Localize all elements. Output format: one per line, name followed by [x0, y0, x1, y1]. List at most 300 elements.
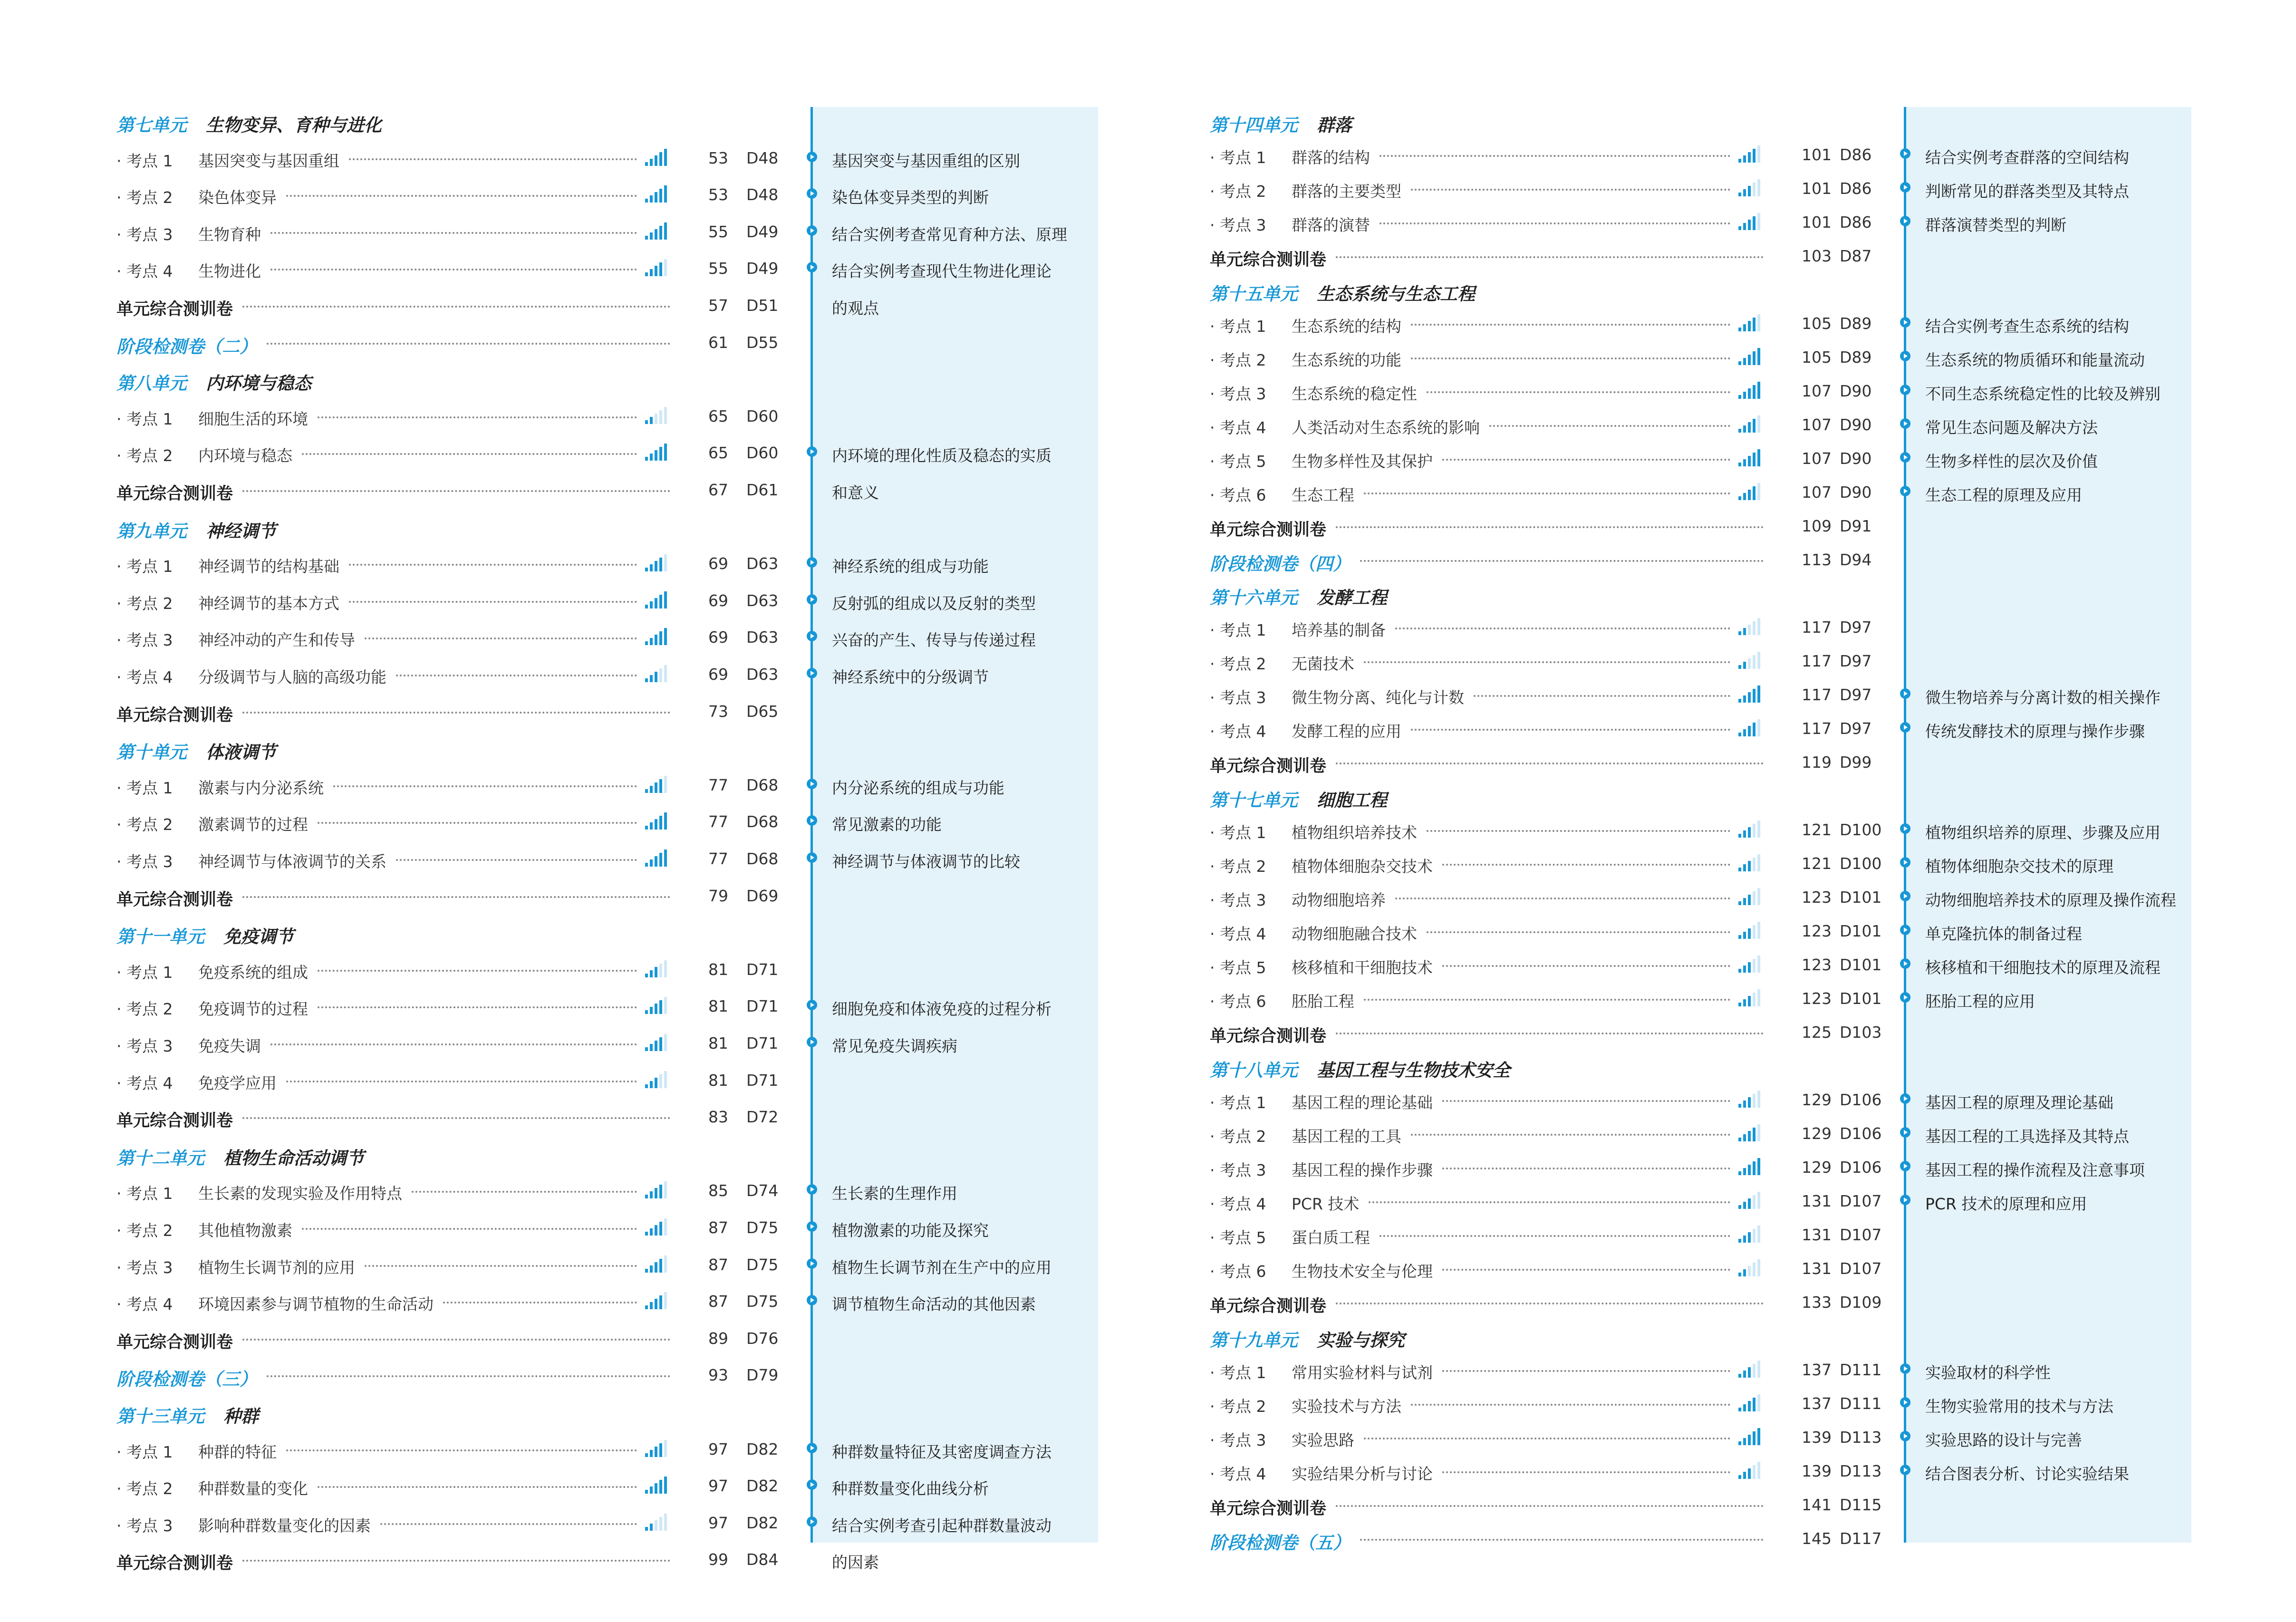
toc-entry[interactable] [116, 402, 810, 431]
difficulty-bar [1748, 625, 1751, 635]
toc-entry[interactable] [116, 218, 1067, 246]
study-note: 结合实例考查生态系统的结构 [1925, 317, 2129, 336]
difficulty-bar [1743, 493, 1746, 500]
answer-page: D101 [1840, 888, 1882, 907]
difficulty-bar [1748, 422, 1751, 433]
difficulty-bar [650, 1450, 653, 1457]
toc-entry[interactable] [1210, 1390, 2113, 1418]
toc-entry[interactable] [1210, 1120, 2129, 1148]
study-note: 实验取材的科学性 [1925, 1363, 2051, 1382]
kaodian-number: · 考点 3 [1210, 216, 1266, 234]
toc-entry[interactable] [116, 1177, 957, 1205]
toc-entry[interactable] [116, 144, 1020, 173]
unit-header [116, 734, 810, 763]
leader-dots [1442, 864, 1730, 866]
leader-dots [318, 1486, 637, 1488]
toc-entry[interactable] [1210, 1356, 2051, 1384]
toc-entry[interactable] [1210, 1221, 1904, 1249]
difficulty-indicator [644, 1032, 670, 1051]
unit-test-entry[interactable] [1210, 1018, 1904, 1047]
toc-entry[interactable] [1210, 411, 2098, 439]
unit-test-label: 单元综合测训卷 [1210, 1027, 1327, 1046]
toc-entry[interactable] [1210, 714, 2145, 743]
difficulty-bar [650, 1007, 653, 1014]
entry-title: 实验技术与方法 [1292, 1397, 1401, 1416]
page-number: 117 [1802, 618, 1832, 637]
unit-name: 内环境与稳态 [206, 373, 311, 394]
unit-test-entry[interactable] [1210, 748, 1904, 777]
difficulty-bar [659, 853, 662, 867]
toc-entry[interactable] [1210, 816, 2161, 844]
toc-entry[interactable] [116, 587, 1036, 615]
entry-label [1210, 1124, 1401, 1147]
leader-dots [1336, 1033, 1764, 1034]
difficulty-bar [1753, 1431, 1756, 1445]
kaodian-number: · 考点 1 [1210, 1363, 1266, 1382]
toc-entry[interactable] [1210, 647, 1904, 676]
difficulty-bars-icon [644, 221, 670, 240]
difficulty-bars-icon [1737, 312, 1763, 331]
difficulty-bars-icon [1737, 1426, 1763, 1445]
page-number: 129 [1802, 1124, 1832, 1143]
toc-entry[interactable] [1210, 444, 2098, 473]
unit-number: 第七单元 [116, 115, 187, 135]
answer-page: D71 [746, 960, 779, 979]
answer-page: D90 [1840, 449, 1872, 468]
difficulty-bar [650, 822, 653, 830]
unit-title [116, 517, 276, 542]
kaodian-number: · 考点 6 [1210, 1262, 1266, 1281]
difficulty-bar [1753, 959, 1756, 973]
unit-test-entry[interactable] [1210, 1491, 1904, 1519]
kaodian-number: · 考点 2 [1210, 857, 1266, 876]
answer-page: D97 [1840, 719, 1872, 738]
toc-entry[interactable] [116, 808, 942, 836]
toc-entry[interactable] [1210, 1086, 2113, 1114]
difficulty-indicator [1737, 717, 1763, 736]
difficulty-bar [1743, 425, 1746, 433]
difficulty-bar [1748, 1131, 1751, 1141]
difficulty-bar [650, 1487, 653, 1494]
difficulty-bars-icon [1737, 954, 1763, 973]
study-note: 结合实例考查现代生物进化理论 [832, 262, 1052, 281]
toc-entry[interactable] [116, 1029, 957, 1058]
kaodian-number: · 考点 2 [1210, 1397, 1266, 1416]
difficulty-bar [655, 1078, 657, 1088]
difficulty-bar [1743, 1101, 1746, 1108]
difficulty-bar [1743, 358, 1746, 365]
difficulty-bar [655, 414, 657, 424]
kaodian-number: · 考点 2 [116, 188, 173, 207]
study-note: 生长素的生理作用 [832, 1184, 957, 1203]
difficulty-bar [659, 152, 662, 166]
kaodian-number: · 考点 3 [1210, 1431, 1266, 1449]
toc-entry[interactable] [1210, 1423, 2082, 1452]
unit-test-label: 单元综合测训卷 [1210, 1499, 1327, 1518]
difficulty-bar [645, 1269, 648, 1273]
difficulty-bar [1757, 483, 1760, 500]
note-marker-icon [1900, 182, 1910, 193]
difficulty-bar [1748, 1097, 1751, 1108]
page-number: 129 [1802, 1091, 1832, 1109]
difficulty-bar [645, 641, 648, 645]
entry-label [1210, 1259, 1433, 1282]
difficulty-indicator [1737, 312, 1763, 331]
toc-entry[interactable] [1210, 1153, 2145, 1182]
entry-title: 核移植和干细胞技术 [1292, 958, 1433, 977]
kaodian-number: · 考点 4 [1210, 925, 1266, 943]
unit-test-entry[interactable] [116, 882, 810, 910]
difficulty-bars-icon [644, 1032, 670, 1051]
stage-test-entry[interactable] [116, 328, 810, 357]
toc-entry[interactable] [1210, 1187, 2087, 1216]
leader-dots [286, 1449, 637, 1451]
difficulty-bar [659, 1295, 662, 1309]
page-number: 97 [708, 1477, 728, 1496]
difficulty-bar [645, 826, 648, 830]
entry-title: 分级调节与人脑的高级功能 [198, 668, 386, 686]
difficulty-bars-icon [1737, 380, 1763, 399]
toc-entry[interactable] [116, 845, 1020, 873]
leader-dots [242, 1339, 670, 1341]
unit-name: 生态系统与生态工程 [1317, 284, 1475, 304]
unit-test-entry[interactable] [116, 1324, 810, 1353]
entry-label [116, 591, 339, 614]
page-number: 123 [1802, 888, 1832, 907]
toc-entry[interactable] [1210, 309, 2129, 338]
difficulty-bar [659, 631, 662, 645]
entry-title: 生长素的发现实验及作用特点 [198, 1184, 402, 1203]
toc-entry[interactable] [1210, 377, 2161, 406]
difficulty-bar [655, 598, 657, 608]
toc-entry[interactable] [1210, 850, 2113, 878]
entry-label [1210, 483, 1354, 505]
difficulty-bar [1738, 699, 1741, 703]
note-marker-icon [1900, 1093, 1910, 1104]
note-marker-icon [807, 225, 817, 236]
answer-page: D74 [746, 1181, 779, 1200]
toc-entry[interactable] [1210, 951, 2161, 979]
difficulty-bar [1748, 1198, 1751, 1209]
study-note: 核移植和干细胞技术的原理及流程 [1925, 958, 2161, 977]
unit-name: 免疫调节 [223, 927, 294, 947]
difficulty-bar [1738, 1171, 1741, 1175]
difficulty-bar [664, 1292, 667, 1309]
entry-title: 无菌技术 [1292, 655, 1354, 673]
difficulty-bars-icon [1737, 1224, 1763, 1243]
unit-test-entry[interactable] [116, 1545, 810, 1574]
page-number: 69 [708, 591, 728, 610]
difficulty-bar [1753, 1195, 1756, 1209]
page-number: 125 [1802, 1023, 1832, 1042]
difficulty-bar [1738, 1104, 1741, 1108]
answer-page: D107 [1840, 1192, 1882, 1210]
difficulty-bar [1743, 932, 1746, 939]
entry-label [116, 960, 308, 983]
difficulty-bar [655, 1447, 657, 1457]
difficulty-bar [650, 675, 653, 682]
leader-dots [242, 1560, 670, 1562]
leader-dots [318, 970, 637, 972]
stage-test-entry[interactable] [1210, 1525, 1904, 1553]
kaodian-number: · 考点 4 [116, 262, 173, 281]
toc-entry[interactable] [1210, 141, 2129, 169]
difficulty-bar [664, 1071, 667, 1088]
difficulty-bars-icon [644, 626, 670, 645]
toc-entry[interactable] [1210, 1457, 2129, 1486]
unit-number: 第十一单元 [116, 927, 204, 947]
leader-dots [1411, 189, 1730, 191]
stage-test-entry[interactable] [1210, 546, 1904, 574]
answer-page: D115 [1840, 1496, 1882, 1514]
difficulty-bar [1757, 888, 1760, 905]
unit-test-label: 单元综合测训卷 [116, 300, 233, 319]
leader-dots [1427, 391, 1730, 393]
difficulty-bars-icon [644, 1179, 670, 1198]
difficulty-bar [659, 1259, 662, 1273]
difficulty-bars-icon [1737, 616, 1763, 635]
unit-test-entry[interactable] [116, 291, 810, 320]
kaodian-number: · 考点 3 [116, 631, 173, 650]
toc-entry[interactable] [116, 623, 1036, 652]
difficulty-bar [1743, 628, 1746, 635]
unit-test-entry[interactable] [116, 476, 810, 504]
page-number: 121 [1802, 854, 1832, 873]
kaodian-number: · 考点 3 [1210, 385, 1266, 403]
page-number: 123 [1802, 989, 1832, 1008]
difficulty-bar [1738, 969, 1741, 973]
toc-entry[interactable] [116, 1251, 1052, 1279]
note-marker-icon [1900, 1431, 1910, 1441]
leader-dots [1442, 1269, 1730, 1271]
difficulty-bar [1748, 220, 1751, 230]
toc-entry[interactable] [116, 1287, 1036, 1316]
difficulty-bar [1748, 1468, 1751, 1479]
difficulty-bars-icon [644, 811, 670, 830]
difficulty-bars-icon [1737, 1392, 1763, 1411]
answer-page: D65 [746, 702, 779, 721]
toc-entry[interactable] [116, 660, 989, 689]
entry-label [1210, 1394, 1401, 1417]
difficulty-bar [1753, 1263, 1756, 1276]
answer-page: D60 [746, 444, 779, 463]
page-number: 97 [708, 1439, 728, 1458]
page-number: 93 [708, 1366, 728, 1385]
difficulty-indicator [644, 552, 670, 571]
page-number: 67 [708, 481, 728, 499]
toc-entry[interactable] [1210, 343, 2145, 372]
difficulty-bar [645, 1232, 648, 1236]
difficulty-bar [1757, 179, 1760, 196]
difficulty-bar [664, 665, 667, 682]
difficulty-bar [1748, 962, 1751, 973]
answer-page: D49 [746, 222, 779, 241]
toc-entry[interactable] [1210, 883, 2176, 912]
difficulty-bar [664, 812, 667, 830]
answer-page: D101 [1840, 956, 1882, 974]
toc-entry[interactable] [1210, 985, 2035, 1013]
answer-page: D117 [1840, 1529, 1882, 1548]
toc-entry[interactable] [116, 1435, 1052, 1464]
stage-test-entry[interactable] [116, 1361, 810, 1390]
difficulty-bar [650, 159, 653, 166]
difficulty-bar [659, 410, 662, 424]
toc-entry[interactable] [1210, 917, 2082, 946]
difficulty-bar [645, 974, 648, 977]
kaodian-number: · 考点 4 [116, 668, 173, 686]
page-number: 117 [1802, 652, 1832, 670]
entry-title: 内环境与稳态 [198, 446, 292, 465]
kaodian-number: · 考点 2 [116, 1000, 173, 1019]
leader-dots [302, 453, 637, 455]
difficulty-bar [655, 561, 657, 571]
difficulty-bar [659, 558, 662, 571]
difficulty-bar [659, 816, 662, 830]
unit-test-entry[interactable] [1210, 512, 1904, 541]
answer-page: D111 [1840, 1394, 1882, 1413]
kaodian-number: · 考点 1 [116, 409, 173, 428]
difficulty-bar [659, 1443, 662, 1457]
unit-number: 第十四单元 [1210, 115, 1298, 135]
difficulty-bar [659, 1185, 662, 1198]
leader-dots [1411, 324, 1730, 326]
difficulty-bars-icon [1737, 1156, 1763, 1175]
difficulty-bar [1753, 689, 1756, 703]
difficulty-bars-icon [644, 1290, 670, 1309]
difficulty-bar [1757, 956, 1760, 973]
toc-entry[interactable] [1210, 174, 2129, 203]
page-number: 89 [708, 1329, 728, 1348]
note-marker-icon [1900, 1363, 1910, 1374]
toc-entry[interactable] [116, 1214, 989, 1242]
difficulty-indicator [644, 1290, 670, 1309]
difficulty-bar [664, 1440, 667, 1457]
unit-test-entry[interactable] [116, 697, 810, 726]
page-number: 77 [708, 850, 728, 868]
study-note: 结合实例考查群落的空间结构 [1925, 148, 2129, 167]
difficulty-indicator [1737, 1156, 1763, 1175]
difficulty-bars-icon [1737, 1190, 1763, 1209]
study-note: 内环境的理化性质及稳态的实质 [832, 446, 1052, 465]
toc-entry[interactable] [116, 956, 810, 984]
toc-entry[interactable] [1210, 208, 2066, 237]
entry-title: 细胞生活的环境 [198, 409, 308, 428]
answer-page: D90 [1840, 382, 1872, 400]
answer-page: D82 [746, 1477, 779, 1496]
toc-entry[interactable] [116, 992, 1052, 1021]
entry-label [1210, 956, 1433, 978]
difficulty-bar [645, 272, 648, 276]
unit-test-entry[interactable] [1210, 1288, 1904, 1317]
difficulty-bar [1753, 858, 1756, 871]
difficulty-indicator [1737, 886, 1763, 905]
toc-entry[interactable] [1210, 1255, 1904, 1283]
difficulty-bar [645, 420, 648, 424]
difficulty-bar [1743, 729, 1746, 736]
kaodian-number: · 考点 3 [1210, 1161, 1266, 1179]
entry-label [116, 1034, 261, 1056]
answer-page: D87 [1840, 247, 1872, 265]
leader-dots [1369, 1201, 1730, 1203]
unit-test-entry[interactable] [116, 1103, 810, 1131]
difficulty-bar [1748, 186, 1751, 196]
study-note: 内分泌系统的组成与功能 [832, 778, 1004, 797]
difficulty-bars-icon [1737, 1359, 1763, 1378]
answer-page: D101 [1840, 922, 1882, 940]
study-note: 植物生长调节剂在生产中的应用 [832, 1258, 1052, 1277]
unit-header [1210, 1052, 1904, 1081]
difficulty-bar [655, 1483, 657, 1494]
toc-entry[interactable] [116, 550, 989, 578]
difficulty-bars-icon [1737, 852, 1763, 871]
difficulty-bar [664, 259, 667, 276]
page-number: 53 [708, 185, 728, 204]
note-marker-icon [807, 152, 817, 162]
difficulty-bar [1738, 496, 1741, 500]
difficulty-bar [1748, 658, 1751, 669]
toc-entry[interactable] [116, 181, 989, 209]
difficulty-bar [659, 447, 662, 461]
leader-dots [349, 564, 637, 566]
answer-page: D84 [746, 1550, 779, 1569]
entry-title: 培养基的制备 [1292, 621, 1386, 639]
page-number: 81 [708, 1034, 728, 1052]
entry-title: 神经调节与体液调节的关系 [198, 852, 386, 871]
study-note: 判断常见的群落类型及其特点 [1925, 182, 2129, 201]
toc-entry[interactable] [1210, 613, 1904, 642]
study-note: 实验思路的设计与完善 [1925, 1431, 2082, 1449]
leader-dots [1336, 256, 1764, 258]
toc-entry[interactable] [116, 771, 1004, 800]
entry-label [116, 776, 324, 798]
toc-entry[interactable] [1210, 478, 2082, 507]
kaodian-number: · 考点 3 [1210, 688, 1266, 707]
difficulty-bar [1757, 1394, 1760, 1411]
difficulty-bar [650, 1044, 653, 1051]
note-marker-icon [807, 852, 817, 863]
page-number: 107 [1802, 449, 1832, 468]
toc-entry[interactable] [116, 1472, 989, 1500]
difficulty-bar [659, 1074, 662, 1088]
difficulty-bar [1753, 149, 1756, 163]
unit-test-entry[interactable] [1210, 242, 1904, 270]
study-note: PCR 技术的原理和应用 [1925, 1195, 2087, 1213]
study-note: 生物多样性的层次及价值 [1925, 452, 2098, 471]
difficulty-indicator [1737, 1426, 1763, 1445]
study-note: 基因工程的操作流程及注意事项 [1925, 1161, 2145, 1179]
unit-number: 第十三单元 [116, 1406, 204, 1427]
entry-label [116, 1440, 277, 1462]
entry-title: 基因工程的操作步骤 [1292, 1161, 1433, 1179]
leader-dots [267, 343, 670, 345]
difficulty-indicator [644, 663, 670, 682]
leader-dots [242, 490, 670, 492]
note-marker-icon [807, 594, 817, 605]
entry-title: 种群的特征 [198, 1442, 277, 1461]
entry-label [1210, 685, 1464, 708]
difficulty-bar [645, 1084, 648, 1088]
difficulty-indicator [644, 147, 670, 166]
difficulty-bars-icon [644, 1216, 670, 1236]
difficulty-bar [1738, 1475, 1741, 1479]
kaodian-number: · 考点 1 [116, 151, 173, 170]
study-note: 细胞免疫和体液免疫的过程分析 [832, 1000, 1052, 1019]
page-number: 139 [1802, 1428, 1832, 1447]
kaodian-number: · 考点 5 [1210, 452, 1266, 471]
toc-entry[interactable] [1210, 681, 2161, 709]
toc-entry[interactable] [116, 1066, 810, 1095]
unit-title [116, 369, 311, 395]
